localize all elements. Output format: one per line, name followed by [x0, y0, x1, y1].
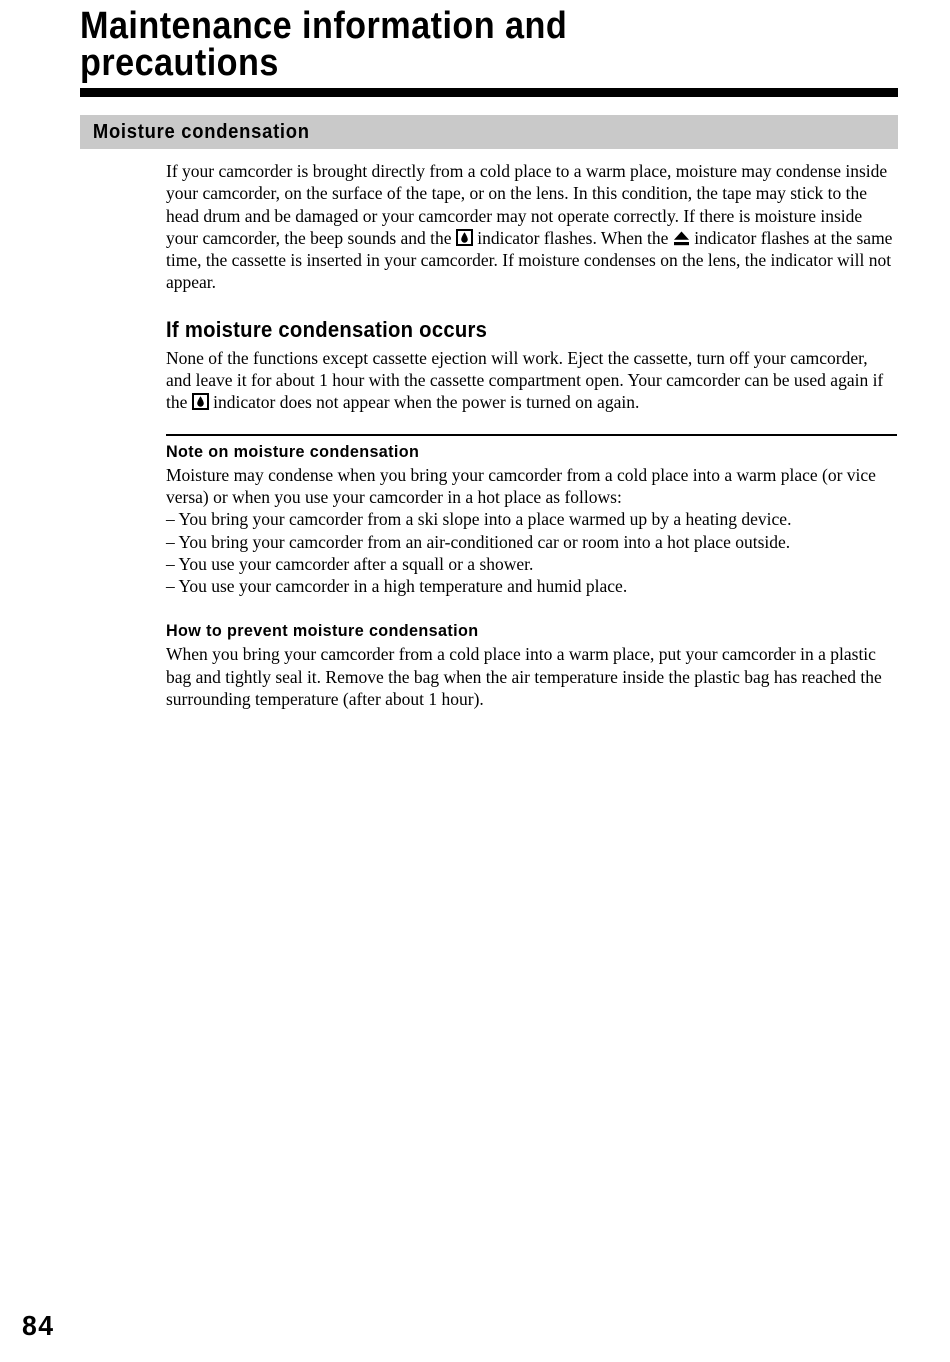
- section-header-bar: [80, 115, 898, 149]
- intro-paragraph: [166, 160, 897, 294]
- page-title: Maintenance information and precautions: [80, 5, 568, 84]
- occurs-text-1: None of the functions except cassette ejection will work. Eject the cassette, turn off your camcorder, and leave it for about 1 hour with the cassette compartment open. Your camcorder can be used again if the: [166, 347, 884, 413]
- note-list-item: [166, 508, 897, 530]
- list-dash: –: [166, 509, 175, 530]
- note-item-text: You use your camcorder after a squall or a shower.: [178, 553, 534, 574]
- note-list-item: [166, 531, 897, 553]
- moisture-indicator-icon: [192, 391, 209, 413]
- note-item-text: You use your camcorder in a high temperature and humid place.: [178, 576, 628, 597]
- note-item-text: You bring your camcorder from a ski slope into a place warmed up by a heating device.: [178, 509, 792, 530]
- note-divider-rule: [166, 434, 897, 436]
- occurs-heading: If moisture condensation occurs: [166, 316, 488, 342]
- body-content: [166, 160, 897, 710]
- intro-text-3: indicator flashes at the same time, the cassette is inserted in your camcorder. If moisture condenses on the lens, the indicator will not appear.: [166, 227, 893, 293]
- occurs-paragraph: [166, 347, 897, 414]
- note-intro: Moisture may condense when you bring your camcorder from a cold place into a warm place (or vice versa) or when you use your camcorder in a hot place as follows:: [166, 464, 876, 507]
- note-list-item: [166, 575, 897, 597]
- list-dash: –: [166, 553, 175, 574]
- section-header-label: Moisture condensation: [92, 120, 310, 143]
- title-rule: [80, 88, 898, 97]
- note-list-item: [166, 553, 897, 575]
- intro-text-2: indicator flashes. When the: [472, 227, 673, 248]
- prevent-paragraph: When you bring your camcorder from a cold place into a warm place, put your camcorder in a plastic bag and tightly seal it. Remove the bag when the air temperature inside the plastic bag has reached the surrounding temperature (after about 1 hour).: [166, 644, 882, 710]
- list-dash: –: [166, 531, 175, 552]
- list-dash: –: [166, 576, 175, 597]
- prevent-heading: How to prevent moisture condensation: [166, 621, 479, 641]
- note-heading: Note on moisture condensation: [166, 441, 420, 461]
- prevent-section: [166, 620, 897, 710]
- note-item-text: You bring your camcorder from an air-conditioned car or room into a hot place outside.: [178, 531, 791, 552]
- occurs-text-2: indicator does not appear when the power is turned on again.: [208, 392, 640, 413]
- page-number: 84: [22, 1310, 55, 1341]
- moisture-indicator-icon: [456, 227, 473, 249]
- eject-icon: [673, 227, 690, 249]
- intro-text-1: If your camcorder is brought directly from a cold place to a warm place, moisture may condense inside your camcorder, on the surface of the tape, or on the lens. In this condition, the tape may stick to the head drum and be damaged or your camcorder may not operate correctly. If there is moisture inside your camcorder, the beep sounds and the: [166, 161, 888, 248]
